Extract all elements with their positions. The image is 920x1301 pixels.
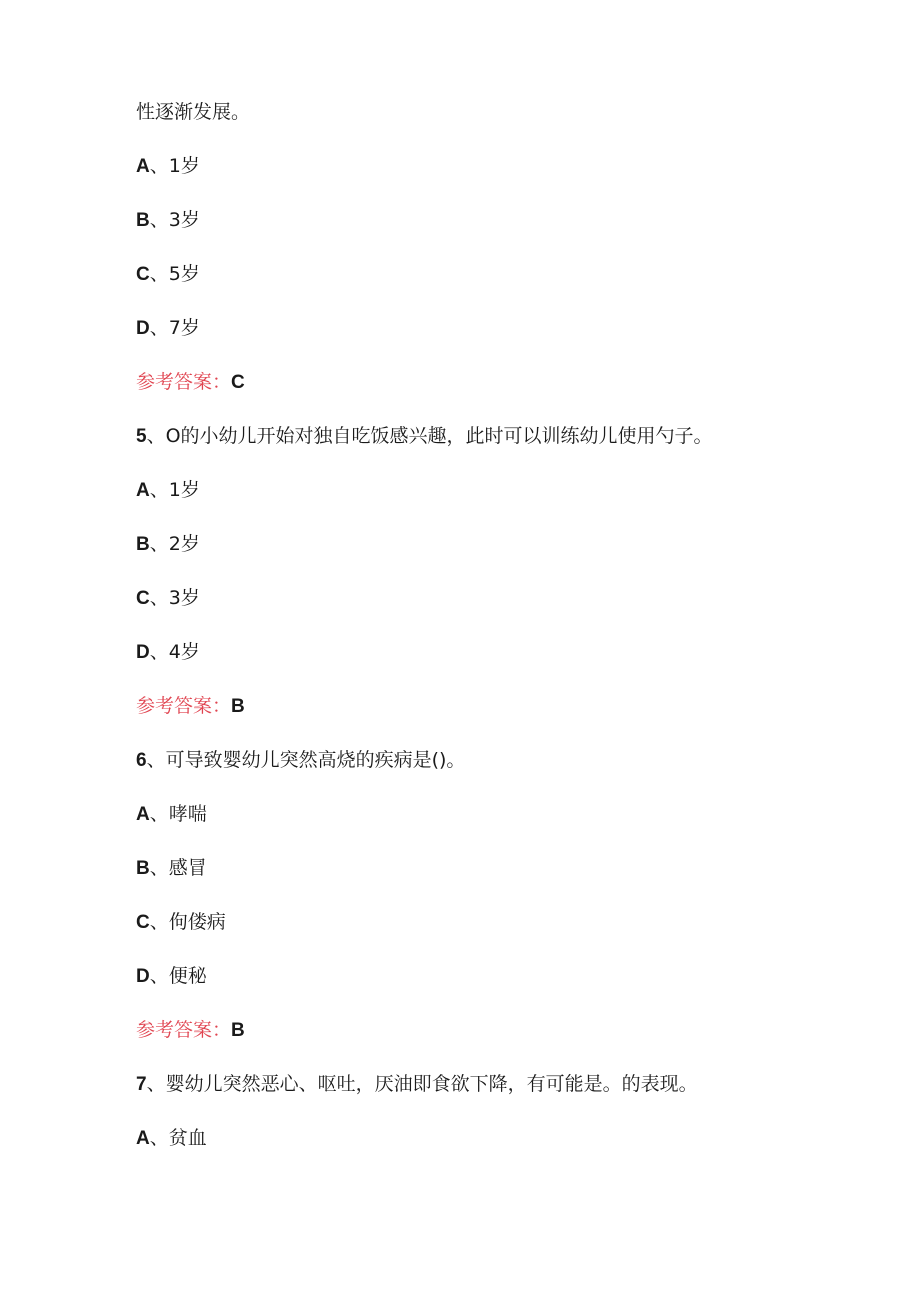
separator: 、 <box>146 1073 166 1095</box>
option-letter: D <box>136 318 150 339</box>
option-letter: C <box>136 264 150 285</box>
option-b <box>136 532 200 557</box>
separator: 、 <box>149 263 169 285</box>
question-text: O的小幼儿开始对独自吃饭感兴趣，此时可以训练幼儿使用勺子。 <box>165 425 713 447</box>
option-text: 贫血 <box>168 1127 207 1149</box>
separator: 、 <box>149 1127 169 1149</box>
option-letter: A <box>136 1128 150 1149</box>
separator: 、 <box>149 803 169 825</box>
separator: 、 <box>149 317 169 339</box>
option-letter: A <box>136 156 150 177</box>
option-text: 2岁 <box>168 533 200 555</box>
separator: 、 <box>146 425 166 447</box>
answer-value: B <box>231 696 245 717</box>
option-text: 3岁 <box>168 209 200 231</box>
option-text: 5岁 <box>168 263 200 285</box>
separator: 、 <box>149 209 169 231</box>
option-a <box>136 1126 207 1151</box>
option-letter: B <box>136 210 150 231</box>
option-a <box>136 154 200 179</box>
question-continuation <box>136 100 250 124</box>
option-text: 便秘 <box>168 965 207 987</box>
option-letter: C <box>136 588 150 609</box>
answer-value: B <box>231 1020 245 1041</box>
option-text: 3岁 <box>168 587 200 609</box>
separator: 、 <box>149 479 169 501</box>
separator: 、 <box>146 749 166 771</box>
option-letter: B <box>136 858 150 879</box>
option-a <box>136 802 207 827</box>
option-b <box>136 208 200 233</box>
line-text: 性逐渐发展。 <box>136 101 251 123</box>
option-c <box>136 910 226 935</box>
separator: 、 <box>149 155 169 177</box>
option-text: 4岁 <box>168 641 200 663</box>
option-letter: C <box>136 912 150 933</box>
question-number: 6 <box>136 750 147 771</box>
separator: 、 <box>149 641 169 663</box>
reference-answer <box>136 694 245 719</box>
answer-value: C <box>231 372 245 393</box>
option-text: 1岁 <box>168 479 200 501</box>
reference-answer <box>136 370 245 395</box>
separator: 、 <box>149 965 169 987</box>
question-text: 婴幼儿突然恶心、呕吐，厌油即食欲下降，有可能是。的表现。 <box>165 1073 698 1095</box>
option-text: 哮喘 <box>168 803 207 825</box>
reference-answer <box>136 1018 245 1043</box>
option-text: 1岁 <box>168 155 200 177</box>
option-letter: A <box>136 804 150 825</box>
question-7 <box>136 1072 698 1097</box>
option-letter: A <box>136 480 150 501</box>
separator: 、 <box>149 533 169 555</box>
option-text: 佝偻病 <box>168 911 226 933</box>
option-letter: D <box>136 966 150 987</box>
separator: 、 <box>149 911 169 933</box>
option-b <box>136 856 207 881</box>
separator: 、 <box>149 587 169 609</box>
question-6 <box>136 748 465 773</box>
answer-label: 参考答案： <box>136 1019 232 1041</box>
option-c <box>136 262 200 287</box>
answer-label: 参考答案： <box>136 695 232 717</box>
option-d <box>136 640 200 665</box>
question-number: 5 <box>136 426 147 447</box>
option-letter: D <box>136 642 150 663</box>
option-d <box>136 316 200 341</box>
option-text: 感冒 <box>168 857 207 879</box>
option-d <box>136 964 207 989</box>
option-letter: B <box>136 534 150 555</box>
answer-label: 参考答案： <box>136 371 232 393</box>
question-number: 7 <box>136 1074 147 1095</box>
question-5 <box>136 424 713 449</box>
option-text: 7岁 <box>168 317 200 339</box>
option-c <box>136 586 200 611</box>
option-a <box>136 478 200 503</box>
question-text: 可导致婴幼儿突然高烧的疾病是()。 <box>165 749 466 771</box>
separator: 、 <box>149 857 169 879</box>
